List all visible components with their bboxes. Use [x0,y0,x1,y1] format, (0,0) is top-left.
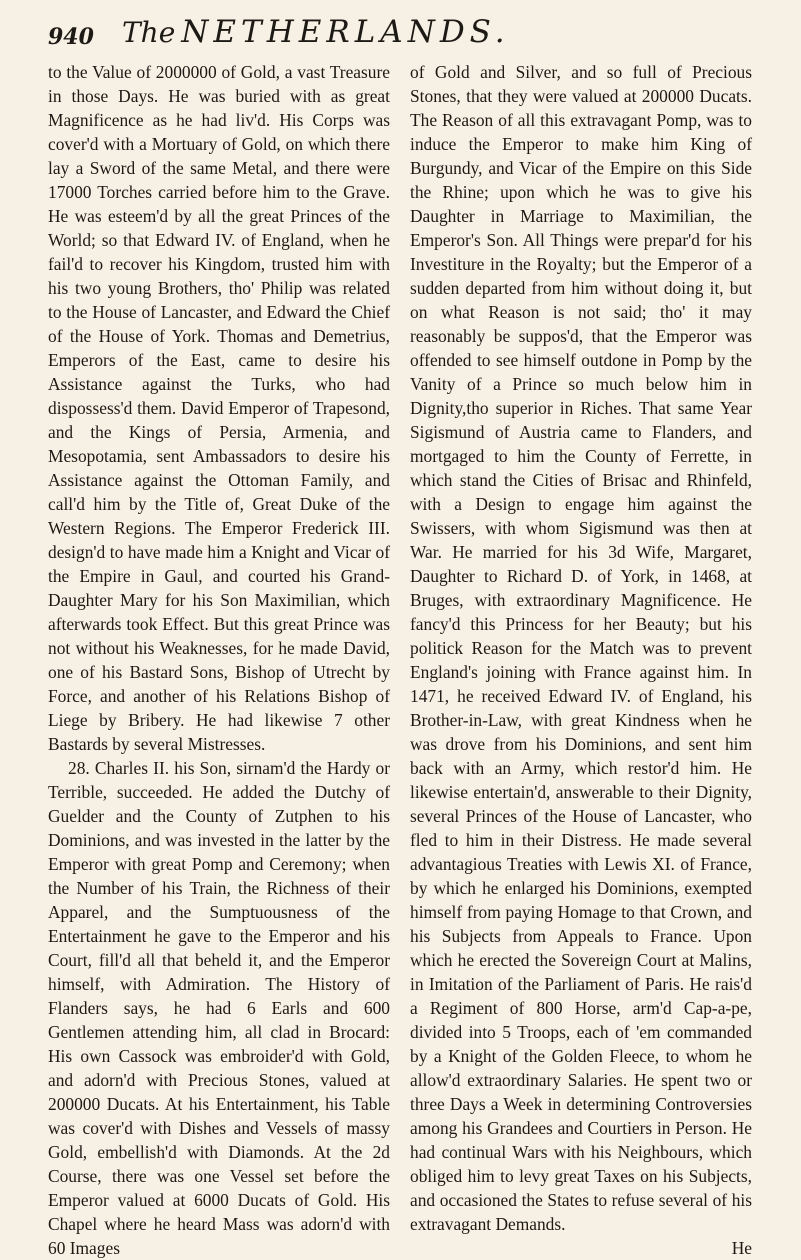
running-title-text: NETHERLANDS. [181,14,510,50]
left-column [48,60,390,1260]
right-column [410,60,752,1260]
text-columns [48,60,768,1258]
running-title-article: The [122,16,176,49]
running-title [122,14,510,50]
left-paragraph-2: 28. Charles II. his Son, sirnam'd the Hardy or Terrible, succeeded. He added the Dutchy of Guelder and the County of Zutphen to his Dominions, and was invested in the latter by the Emperor with great Pomp and Ceremony; when the Number of his Train, the Richness of their Apparel, and the Sumptuousness of the Entertainment he gave to the Emperor and his Court, fill'd all that beheld it, and the Emperor himself, with Admiration. The History of Flanders says, he had 6 Earls and 600 Gentlemen attending him, all clad in Brocard: His own Cassock was embroider'd with Gold, and adorn'd with Precious Stones, valued at 200000 Ducats. At his Entertainment, his Table was cover'd with Dishes and Vessels of massy Gold, embellish'd with Diamonds. At the 2d Course, there was one Vessel set before the Emperor valued at 6000 Ducats of Gold. His Chapel where he heard Mass was adorn'd with 60 Images [48,758,390,1258]
catchword: He [731,1238,752,1258]
right-paragraph-1: of Gold and Silver, and so full of Precious Stones, that they were valued at 200000 Ducats. The Reason of all this extravagant Pomp, was to induce the Emperor to make him King of Burgundy, and Vicar of the Empire on this Side the Rhine; upon which he was to give his Daughter in Marriage to Maximilian, the Emperor's Son. All Things were prepar'd for his Investiture in the Royalty; but the Emperor of a sudden departed from him without doing it, but on what Reason is not said; tho' it may reasonably be suppos'd, that the Emperor was offended to see himself outdone in Pomp by the Vanity of a Prince so much below him in Dignity,tho superior in Riches. That same Year Sigismund of Austria came to Flanders, and mortgaged to him the County of Ferrette, in which stand the Cities of Brisac and Rhinfeld, with a Design to engage him against the Swissers, with whom Sigismund was then at War. He married for his 3d Wife, Margaret, Daughter to Richard D. of York, in 1468, at Bruges, with extraordinary Magnificence. He fancy'd this Princess for her Beauty; but his politick Reason for the Match was to prevent England's joining with France against him. In 1471, he received Edward IV. of England, his Brother-in-Law, with great Kindness when he was drove from his Dominions, and sent him back with an Army, which restor'd him. He likewise entertain'd, answerable to their Dignity, several Princes of the House of Lancaster, who fled to him in their Distress. He made several advantagious Treaties with Lewis XI. of France, by which he enlarged his Dominions, exempted himself from paying Homage to that Crown, and his Subjects from Appeals to France. Upon which he erected the Sovereign Court at Malins, in Imitation of the Parliament of Paris. He rais'd a Regiment of 800 Horse, arm'd Cap-a-pe, divided into 5 Troops, each of 'em commanded by a Knight of the Golden Fleece, to whom he allow'd extraordinary Salaries. He spent two or three Days a Week in determining Controversies among his Grandees and Courtiers in Person. He had continual Wars with his Neighbours, which obliged him to levy great Taxes on his Subjects, and occasioned the States to refuse several of his extravagant Demands. [410,62,752,1234]
page-header [48,14,771,56]
left-paragraph-1: to the Value of 2000000 of Gold, a vast Treasure in those Days. He was buried with as great Magnificence as he had liv'd. His Corps was cover'd with a Mortuary of Gold, on which there lay a Sword of the same Metal, and there were 17000 Torches carried before him to the Grave. He was esteem'd by all the great Princes of the World; so that Edward IV. of England, when he fail'd to recover his Kingdom, trusted him with his two young Brothers, tho' Philip was related to the House of Lancaster, and Edward the Chief of the House of York. Thomas and Demetrius, Emperors of the East, came to desire his Assistance against the Turks, who had dispossess'd them. David Emperor of Trapesond, and the Kings of Persia, Armenia, and Mesopotamia, sent Ambassadors to desire his Assistance against the Ottoman Family, and call'd him by the Title of, Great Duke of the Western Regions. The Emperor Frederick III. design'd to have made him a Knight and Vicar of the Empire in Gaul, and courted his Grand-Daughter Mary for his Son Maximilian, which afterwards took Effect. But this great Prince was not without his Weaknesses, for he made David, one of his Bastard Sons, Bishop of Utrecht by Force, and another of his Relations Bishop of Liege by Bribery. He had likewise 7 other Bastards by several Mistresses. [48,62,390,754]
page-number: 940 [48,24,94,50]
